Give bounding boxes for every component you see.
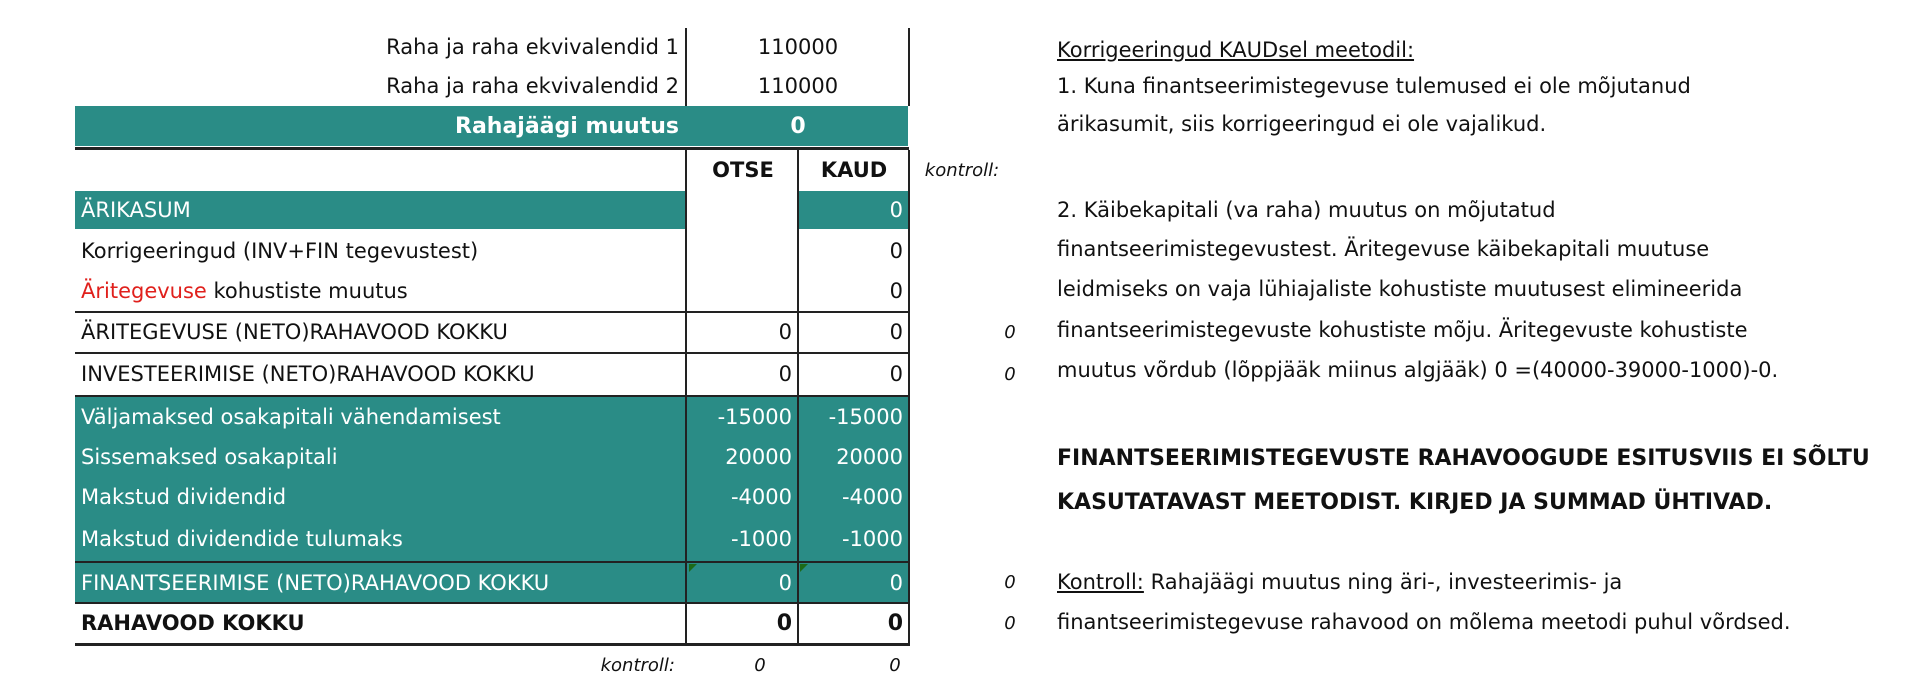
korrigeeringud-kaud: 0	[889, 239, 903, 263]
notes-p2-line1: 2. Käibekapitali (va raha) muutus on mõjutatud	[1057, 198, 1556, 222]
inv-kokku-otse: 0	[778, 362, 792, 386]
notes-kontroll-title: Kontroll:	[1057, 570, 1144, 594]
notes-kontroll-line2: finantseerimistegevuse rahavood on mõlema meetodi puhul võrdsed.	[1057, 610, 1791, 634]
dividendid-kaud: -4000	[841, 485, 903, 509]
cash-row1-value: 110000	[757, 35, 839, 59]
kohustised-kaud: 0	[889, 279, 903, 303]
grid-line	[685, 28, 687, 106]
valjamaksed-label: Väljamaksed osakapitali vähendamisest	[81, 405, 501, 429]
ari-kokku-label: ÄRITEGEVUSE (NETO)RAHAVOOD KOKKU	[81, 320, 508, 344]
notes-bold-line1: FINANTSEERIMISTEGEVUSTE RAHAVOOGUDE ESITUSVIIS EI SÕLTU	[1057, 446, 1870, 471]
grid-line	[685, 150, 687, 646]
valjamaksed-otse: -15000	[717, 405, 792, 429]
bottom-kontroll-kaud: 0	[889, 654, 901, 676]
rahavood-kokku-otse: 0	[776, 610, 792, 636]
valjamaksed-kaud: -15000	[828, 405, 903, 429]
notes-kontroll-line1-rest: Rahajäägi muutus ning äri-, investeerimis- ja	[1143, 570, 1623, 594]
sissemaksed-label: Sissemaksed osakapitali	[81, 445, 338, 469]
kohustised-label	[75, 272, 685, 310]
arikasum-kaud: 0	[889, 198, 903, 222]
grid-line	[75, 147, 909, 150]
header-kontroll: kontroll:	[924, 159, 1000, 181]
notes-bold-line2: KASUTATAVAST MEETODIST. KIRJED JA SUMMAD ÜHTIVAD.	[1057, 490, 1773, 515]
grid-line	[75, 643, 909, 646]
grid-line	[75, 352, 909, 354]
dividendid-otse: -4000	[730, 485, 792, 509]
cash-change-value: 0	[790, 113, 806, 139]
ari-kokku-kaud: 0	[889, 320, 903, 344]
grid-line	[75, 561, 909, 563]
bottom-kontroll-label: kontroll:	[600, 654, 675, 676]
kohustised-label-red: Äritegevuse	[81, 279, 207, 303]
sissemaksed-kaud: 20000	[836, 445, 903, 469]
rahavood-kokku-kontroll: 0	[1004, 612, 1016, 634]
comment-marker-kaud	[800, 564, 808, 572]
grid-line	[75, 602, 909, 604]
notes-p1-line1: 1. Kuna finantseerimistegevuse tulemused ei ole mõjutanud	[1057, 74, 1691, 98]
bottom-kontroll-otse: 0	[754, 654, 766, 676]
notes-kontroll-line1	[1057, 570, 1622, 595]
arikasum-label: ÄRIKASUM	[81, 198, 191, 222]
rahavood-kokku-kaud: 0	[887, 610, 903, 636]
notes-p2-line2: finantseerimistegevustest. Äritegevuse käibekapitali muutuse	[1057, 237, 1710, 261]
fin-kokku-kontroll: 0	[1004, 572, 1016, 593]
grid-line	[797, 150, 799, 646]
korrigeeringud-label: Korrigeeringud (INV+FIN tegevustest)	[81, 239, 479, 263]
inv-kokku-label: INVESTEERIMISE (NETO)RAHAVOOD KOKKU	[81, 362, 535, 386]
grid-line	[75, 395, 909, 397]
comment-marker-otse	[689, 564, 697, 572]
fin-kokku-kaud: 0	[889, 570, 903, 595]
grid-line	[908, 28, 910, 106]
ari-kokku-otse: 0	[778, 320, 792, 344]
fin-kokku-label: FINANTSEERIMISE (NETO)RAHAVOOD KOKKU	[81, 570, 550, 595]
notes-p2-line4: finantseerimistegevuste kohustiste mõju. Äritegevuste kohustiste	[1057, 318, 1748, 342]
cash-row2-value: 110000	[757, 74, 839, 98]
grid-line	[908, 150, 910, 646]
notes-p2-line5: muutus võrdub (lõppjääk miinus algjääk) 0 =(40000-39000-1000)-0.	[1057, 358, 1779, 382]
inv-kokku-kontroll: 0	[1004, 363, 1016, 385]
header-otse: OTSE	[712, 158, 774, 182]
cash-row2-label: Raha ja raha ekvivalendid 2	[386, 74, 679, 98]
notes-title: Korrigeeringud KAUDsel meetodil:	[1057, 38, 1415, 62]
tulumaks-kaud: -1000	[841, 527, 903, 551]
rahavood-kokku-label: RAHAVOOD KOKKU	[81, 611, 305, 635]
notes-p2-line3: leidmiseks on vaja lühiajaliste kohustiste muutusest elimineerida	[1057, 277, 1743, 301]
tulumaks-otse: -1000	[730, 527, 792, 551]
inv-kokku-kaud: 0	[889, 362, 903, 386]
sissemaksed-otse: 20000	[725, 445, 792, 469]
grid-line	[75, 311, 909, 313]
tulumaks-label: Makstud dividendide tulumaks	[81, 527, 403, 551]
cash-change-label: Rahajäägi muutus	[455, 113, 679, 139]
kohustised-label-rest: kohustiste muutus	[206, 279, 408, 303]
dividendid-label: Makstud dividendid	[81, 485, 287, 509]
header-kaud: KAUD	[820, 158, 888, 182]
notes-p1-line2: ärikasumit, siis korrigeeringud ei ole vajalikud.	[1057, 112, 1547, 136]
ari-kokku-kontroll: 0	[1004, 321, 1016, 343]
cash-row1-label: Raha ja raha ekvivalendid 1	[386, 35, 679, 59]
fin-kokku-otse: 0	[778, 570, 792, 595]
